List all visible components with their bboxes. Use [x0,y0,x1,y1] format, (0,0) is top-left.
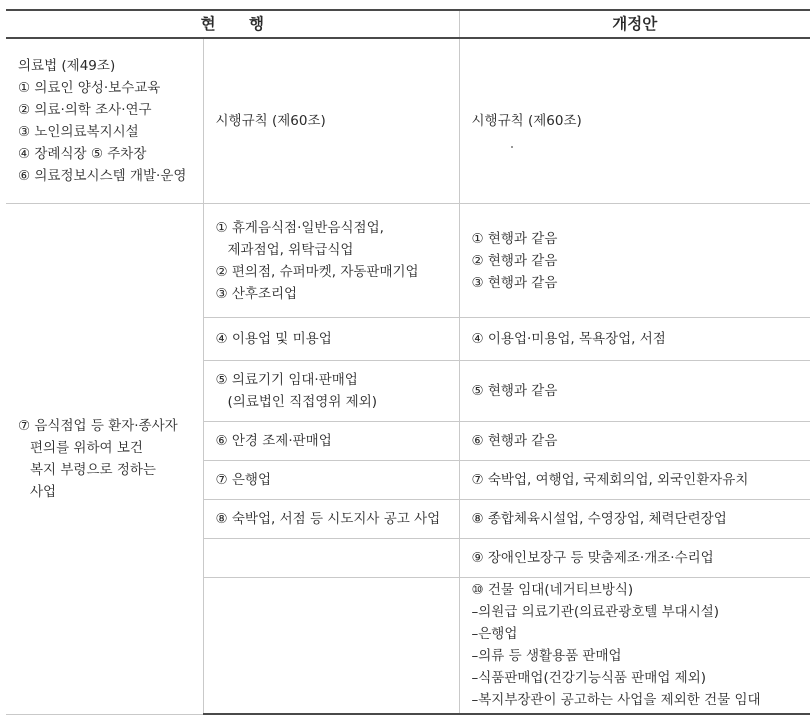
proposed-line: –은행업 [471,626,518,643]
proposed-cell [459,361,810,422]
current-cell [203,500,459,539]
proposed-line: ④ 이용업·미용업, 목욕장업, 서점 [471,331,666,348]
proposed-cell [459,422,810,461]
seventh-item-line: ⑦ 음식점업 등 환자·종사자 [18,417,178,434]
current-line: ③ 산후조리업 [215,285,298,302]
proposed-rule-ref: 시행규칙 (제60조) [471,112,582,129]
proposed-cell [459,500,810,539]
current-cell-empty [203,538,459,577]
stray-dot [511,146,513,148]
proposed-line: ⑨ 장애인보장구 등 맞춤제조·개조·수리업 [471,549,714,566]
header-row [6,10,810,38]
current-cell [203,203,459,317]
medical-law-line: ② 의료·의학 조사·연구 [18,101,152,118]
current-line: ① 휴게음식점·일반음식점업, [215,219,384,236]
seventh-item-line: 사업 [30,483,57,500]
proposed-line: –복지부장관이 공고하는 사업을 제외한 건물 임대 [471,692,761,709]
proposed-cell [459,577,810,714]
current-cell [203,361,459,422]
proposed-line: ⑦ 숙박업, 여행업, 국제회의업, 외국인환자유치 [471,472,749,489]
proposed-line: ③ 현행과 같음 [471,274,558,291]
medical-law-line: ① 의료인 양성·보수교육 [18,79,161,96]
proposed-cell [459,461,810,500]
proposed-line: –의원급 의료기관(의료관광호텔 부대시설) [471,604,720,621]
medical-law-cell [6,38,203,203]
seventh-item-cell [6,203,203,714]
current-line: (의료법인 직접영위 제외) [227,394,378,411]
proposed-line: –식품판매업(건강기능식품 판매업 제외) [471,670,707,687]
current-cell [203,422,459,461]
header-current: 현 행 [6,10,459,38]
current-rule-cell [203,38,459,203]
proposed-line: –의류 등 생활용품 판매업 [471,648,622,665]
medical-law-line: 의료법 (제49조) [18,57,116,74]
medical-law-line: ④ 장례식장 ⑤ 주차장 [18,145,147,162]
proposed-line: ① 현행과 같음 [471,230,558,247]
header-proposed: 개정안 [459,10,810,38]
seventh-item-line: 편의를 위하여 보건 [30,439,143,456]
current-line: ⑤ 의료기기 임대·판매업 [215,372,358,389]
law-comparison-table [6,9,810,715]
current-line: ② 편의점, 슈퍼마켓, 자동판매기업 [215,263,419,280]
current-cell [203,318,459,361]
medical-law-row [6,38,810,203]
medical-law-line: ③ 노인의료복지시설 [18,123,139,140]
proposed-line: ⑤ 현행과 같음 [471,383,558,400]
proposed-cell [459,203,810,317]
proposed-cell [459,538,810,577]
seventh-item-line: 복지 부령으로 정하는 [30,461,156,478]
proposed-line: ⑥ 현행과 같음 [471,433,558,450]
table-row [6,203,810,317]
proposed-line: ⑧ 종합체육시설업, 수영장업, 체력단련장업 [471,510,727,527]
current-line: ⑥ 안경 조제·판매업 [215,433,332,450]
proposed-cell [459,318,810,361]
current-cell [203,461,459,500]
current-cell-empty [203,577,459,714]
current-rule-ref: 시행규칙 (제60조) [215,112,326,129]
medical-law-line: ⑥ 의료정보시스템 개발·운영 [18,167,187,184]
proposed-rule-cell [459,38,810,203]
current-line: ⑧ 숙박업, 서점 등 시도지사 공고 사업 [215,510,441,527]
proposed-line: ② 현행과 같음 [471,252,558,269]
current-line: ④ 이용업 및 미용업 [215,331,332,348]
current-line: 제과점업, 위탁급식업 [227,241,354,258]
proposed-line: ⑩ 건물 임대(네거티브방식) [471,582,634,599]
current-line: ⑦ 은행업 [215,472,272,489]
